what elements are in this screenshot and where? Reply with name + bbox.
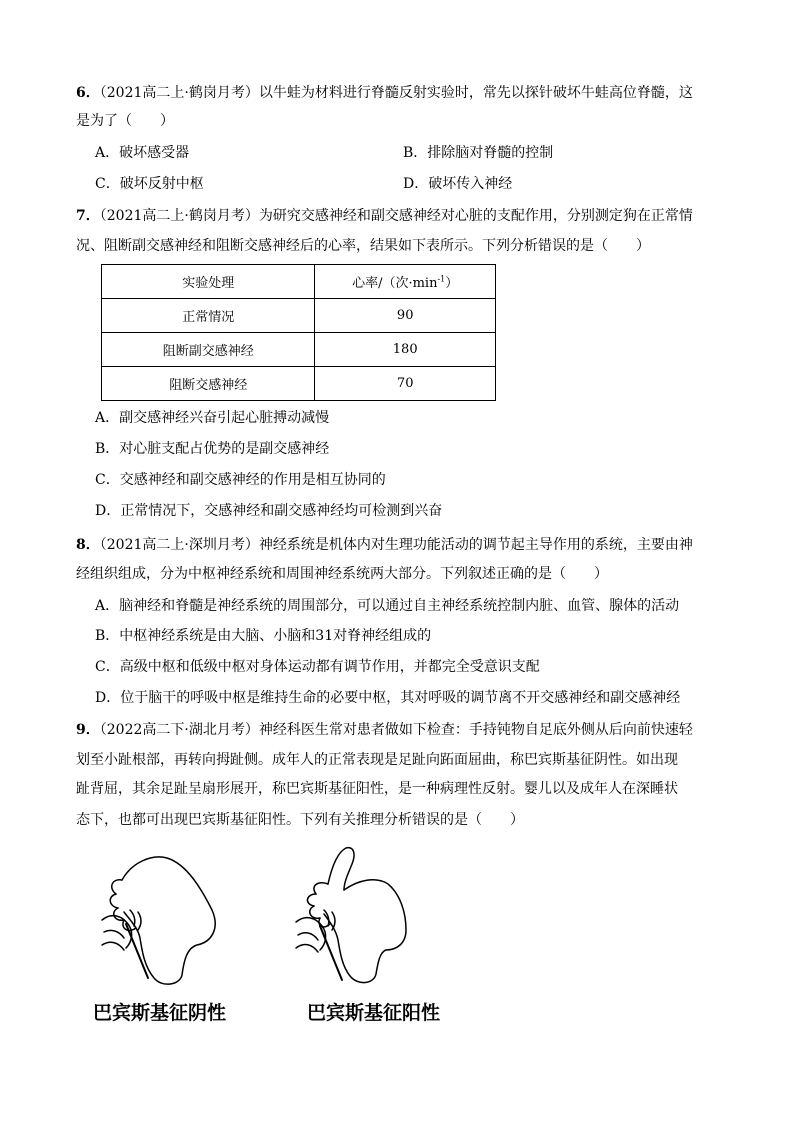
q7-source: （2021高二上·鹤岗月考） [99,208,259,224]
q9-stem-line4: 态下，也都可出现巴宾斯基征阳性。下列有关推理分析错误的是（ ） [76,812,524,828]
table-cell-treatment: 阻断副交感神经 [102,333,315,367]
q8-stem-text1: 神经系统是机体内对生理功能活动的调节起主导作用的系统，主要由神 [258,537,693,553]
q6-option-c: C．破坏反射中枢 [95,176,204,192]
foot-positive-illustration [288,840,438,990]
q8-source: （2021高二上·深圳月考） [99,537,259,553]
table-header-heart-rate [315,265,496,299]
q6-option-b: B．排除脑对脊髓的控制 [403,145,554,161]
q7-option-a: A．副交感神经兴奋引起心脏搏动减慢 [95,410,330,426]
q6-stem-line2: 是为了（ ） [76,113,174,129]
q8-option-a: A．脑神经和脊髓是神经系统的周围部分，可以通过自主神经系统控制内脏、血管、腺体的活动 [95,598,680,614]
header-rate-end: ） [445,276,459,291]
q7-stem-text1: 为研究交感神经和副交感神经对心脏的支配作用，分别测定狗在正常情 [258,208,693,224]
heart-rate-table [101,264,496,401]
q9-stem-line1 [76,720,693,740]
q7-stem-line1 [76,206,693,226]
q8-option-d: D．位于脑干的呼吸中枢是维持生命的必要中枢，其对呼吸的调节离不开交感神经和副交感神经 [95,690,681,706]
q6-stem-text1: 以牛蛙为材料进行脊髓反射实验时，常先以探针破坏牛蛙高位脊髓，这 [258,85,693,101]
foot-negative-illustration [92,850,232,990]
table-cell-treatment: 正常情况 [102,299,315,333]
table-header-treatment: 实验处理 [102,265,315,299]
q6-source: （2021高二上·鹤岗月考） [99,85,259,101]
table-cell-rate: 70 [315,367,496,401]
q9-number: 9． [76,722,100,738]
table-row [102,333,496,367]
q6-option-d: D．破坏传入神经 [403,176,513,192]
table-row [102,299,496,333]
caption-positive: 巴宾斯基征阳性 [307,1002,441,1024]
q9-stem-line3: 趾背屈，其余足趾呈扇形展开，称巴宾斯基征阳性，是一种病理性反射。婴儿以及成年人在深睡状 [76,781,678,797]
header-rate-sup: -1 [437,274,446,284]
q7-option-b: B．对心脏支配占优势的是副交感神经 [95,441,330,457]
q8-option-c: C．高级中枢和低级中枢对身体运动都有调节作用，并都完全受意识支配 [95,659,540,675]
table-cell-rate: 90 [315,299,496,333]
table-header-row [102,265,496,299]
q9-stem-text1: 神经科医生常对患者做如下检查：手持钝物自足底外侧从后向前快速轻 [258,722,693,738]
q6-stem-line1 [76,83,693,103]
q9-stem-line2: 划至小趾根部，再转向拇趾侧。成年人的正常表现是足趾向跖面屈曲，称巴宾斯基征阴性。如出现 [76,752,678,768]
q6-number: 6． [76,85,100,101]
table-row [102,367,496,401]
q7-option-c: C．交感神经和副交感神经的作用是相互协同的 [95,472,386,488]
table-cell-rate: 180 [315,333,496,367]
caption-negative: 巴宾斯基征阴性 [93,1002,227,1024]
q8-option-b: B．中枢神经系统是由大脑、小脑和31对脊神经组成的 [95,628,432,644]
q9-source: （2022高二下·湖北月考） [99,722,259,738]
table-cell-treatment: 阻断交感神经 [102,367,315,401]
q7-number: 7． [76,208,100,224]
header-rate-text: 心率/（次·min [352,276,438,291]
q8-stem-line2: 经组织组成，分为中枢神经系统和周围神经系统两大部分。下列叙述正确的是（ ） [76,566,608,582]
q7-stem-line2: 况、阻断副交感神经和阻断交感神经后的心率，结果如下表所示。下列分析错误的是（ ） [76,238,650,254]
q8-stem-line1 [76,535,693,555]
q8-number: 8． [76,537,100,553]
q7-option-d: D．正常情况下，交感神经和副交感神经均可检测到兴奋 [95,503,443,519]
q6-option-a: A．破坏感受器 [95,145,190,161]
